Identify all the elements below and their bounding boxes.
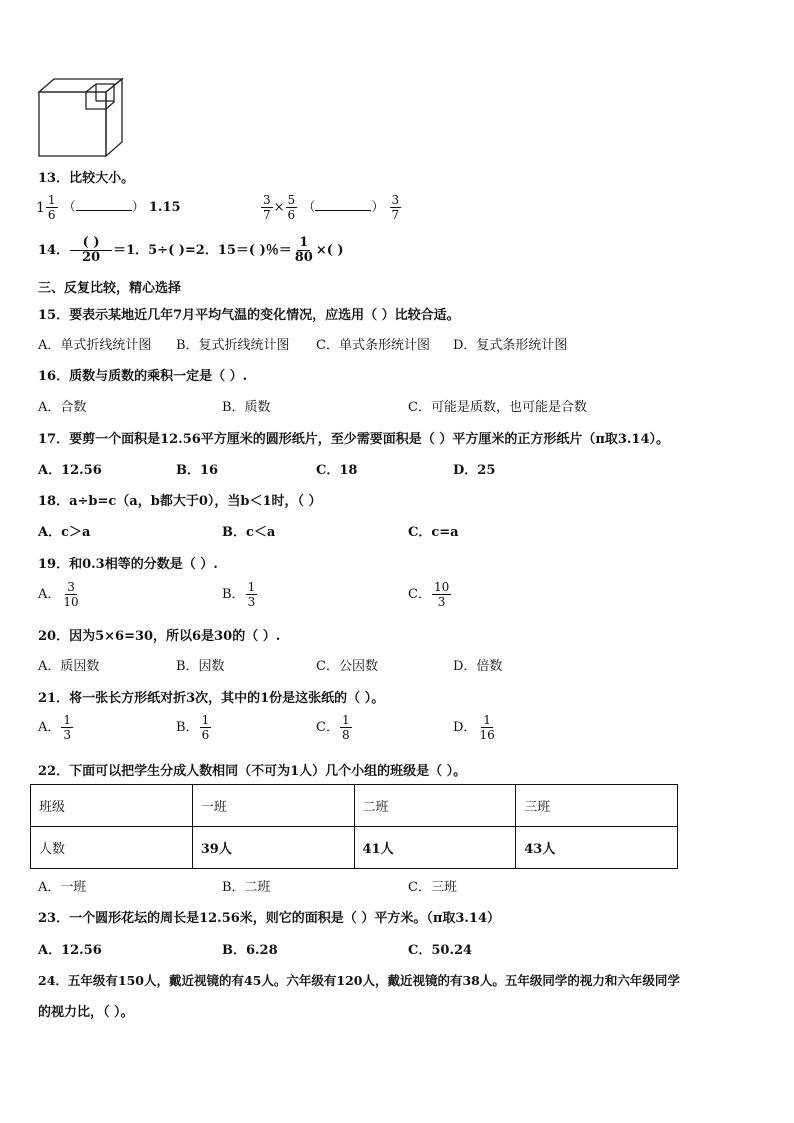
option-b[interactable]: B．16 [176,463,219,478]
option-d[interactable]: D．25 [453,463,496,478]
class-size-table [30,784,678,869]
q13-left-compare: 1 $\frac{1}{6}$ （ ） 1.15 [36,193,181,222]
table-cell: 二班 [354,785,516,827]
fraction: $\frac{( )}{20}$ [70,236,112,265]
option-a[interactable]: A．质因数 [38,659,100,674]
option-c[interactable]: C．单式条形统计图 [316,338,430,353]
question-text: 24．五年级有150人，戴近视镜的有45人。六年级有120人，戴近视镜的有38人。五年级同学的视力和六年级同学 [38,973,680,988]
option-c[interactable]: C．公因数 [316,659,378,674]
option-b[interactable]: B．因数 [176,659,225,674]
cube-with-corner-cut-icon [36,76,128,158]
option-c[interactable]: C．c=a [408,525,459,540]
fraction: $\frac{3}{7}$ [391,193,400,222]
option-d[interactable]: D． $\frac{1}{16}$ [453,713,495,742]
fraction: $\frac{3}{10}$ [63,580,79,609]
question-text: 18．a÷b=c（a，b都大于0），当b＜1时，（ ） [38,494,322,509]
table-cell: 人数 [31,827,193,869]
option-c[interactable]: C．18 [316,463,358,478]
option-b[interactable]: B．二班 [222,880,271,895]
option-d[interactable]: D．倍数 [453,659,503,674]
question-text: 20．因为5×6=30，所以6是30的（ ）. [38,629,281,644]
option-a[interactable]: A．合数 [38,400,87,415]
table-row [31,827,678,869]
section-title: 三、反复比较，精心选择 [38,281,182,296]
option-c[interactable]: C．三班 [408,880,457,895]
fraction: $\frac{5}{6}$ [287,193,296,222]
option-b[interactable]: B．质数 [222,400,271,415]
question-text: 17．要剪一个面积是12.56平方厘米的圆形纸片，至少需要面积是（ ）平方厘米的正方形纸片（π取3.14）。 [38,432,670,447]
q13-right-compare: $\frac{3}{7}$ × $\frac{5}{6}$ （ ） $\frac{3}{7}$ [263,193,400,222]
question-text: 19．和0.3相等的分数是（ ）. [38,557,218,572]
table-cell: 43人 [516,827,678,869]
option-b[interactable]: B． $\frac{1}{3}$ [222,580,256,609]
question-text: 16．质数与质数的乘积一定是（ ）. [38,369,248,384]
q13-title: 13．比较大小。 [38,171,135,186]
table-cell: 39人 [192,827,354,869]
option-b[interactable]: B． $\frac{1}{6}$ [176,713,210,742]
option-a[interactable]: A．单式折线统计图 [38,338,152,353]
question-text-cont: 的视力比，（ ）。 [38,1005,134,1020]
option-b[interactable]: B．复式折线统计图 [176,338,290,353]
fraction: $\frac{1}{6}$ [47,193,56,222]
fraction: $\frac{1}{8}$ [341,713,350,742]
question-text: 21．将一张长方形纸对折3次，其中的1份是这张纸的（ ）。 [38,691,385,706]
fraction: $\frac{1}{80}$ [294,235,313,265]
option-a[interactable]: A． $\frac{1}{3}$ [38,713,72,742]
table-row [31,785,678,827]
question-text: 23．一个圆形花坛的周长是12.56米，则它的面积是（ ）平方米。（π取3.14） [38,911,501,926]
table-cell: 41人 [354,827,516,869]
option-b[interactable]: B．6.28 [222,943,278,958]
question-text: 22．下面可以把学生分成人数相同（不可为1人）几个小组的班级是（ ）。 [38,764,467,779]
fraction: $\frac{1}{3}$ [63,713,72,742]
option-c[interactable]: C．可能是质数，也可能是合数 [408,400,587,415]
option-c[interactable]: C． $\frac{1}{8}$ [316,713,350,742]
option-b[interactable]: B．c＜a [222,525,276,540]
fraction: $\frac{1}{3}$ [247,580,256,609]
option-a[interactable]: A．12.56 [38,463,102,478]
fraction: $\frac{1}{16}$ [479,713,495,742]
answer-blank[interactable] [76,210,132,211]
q14-line: 14． $\frac{( )}{20}$ ＝1．5÷( )=2．15＝( )％＝ $\frac{1}{80}$ ×( ) [38,235,344,265]
table-cell: 三班 [516,785,678,827]
mixed-number: 1 $\frac{1}{6}$ [36,193,56,222]
answer-blank[interactable] [315,210,371,211]
option-a[interactable]: A．c＞a [38,525,91,540]
option-d[interactable]: D．复式条形统计图 [453,338,568,353]
fraction: $\frac{3}{7}$ [263,193,271,222]
option-c[interactable]: C．50.24 [408,943,473,958]
fraction: $\frac{10}{3}$ [433,580,450,609]
option-a[interactable]: A．一班 [38,880,87,895]
table-cell: 班级 [31,785,193,827]
question-text: 15．要表示某地近几年7月平均气温的变化情况，应选用（ ）比较合适。 [38,308,460,323]
fraction: $\frac{1}{6}$ [201,713,210,742]
option-a[interactable]: A． $\frac{3}{10}$ [38,580,79,609]
option-c[interactable]: C． $\frac{10}{3}$ [408,580,450,609]
option-a[interactable]: A．12.56 [38,943,102,958]
table-cell: 一班 [192,785,354,827]
